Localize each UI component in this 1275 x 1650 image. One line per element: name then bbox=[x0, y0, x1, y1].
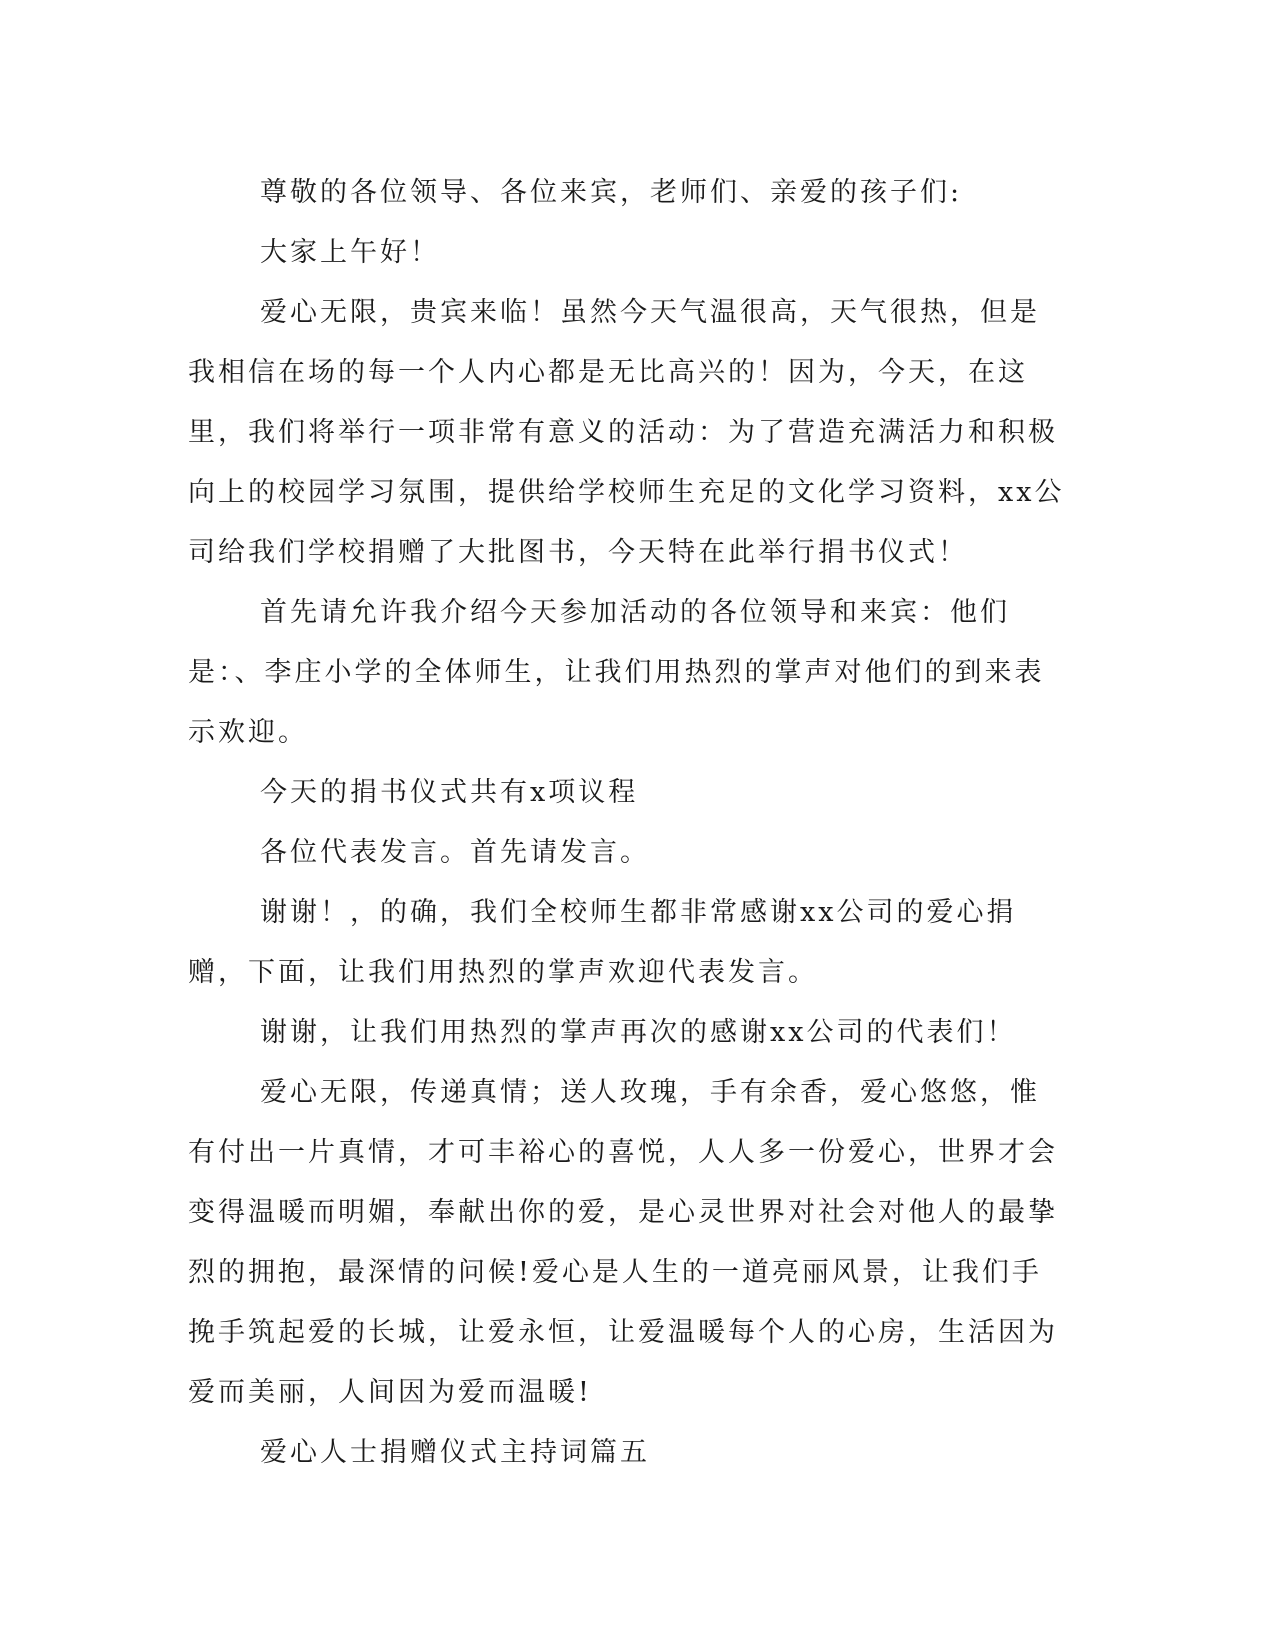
paragraph-thanks: 谢谢！，的确，我们全校师生都非常感谢xx公司的爱心捐赠，下面，让我们用热烈的掌声欢迎代表发言。 bbox=[188, 897, 1017, 988]
paragraph-closing: 爱心无限，传递真情；送人玫瑰，手有余香，爱心悠悠，惟有付出一片真情，才可丰裕心的喜悦，人人多一份爱心，世界才会变得温暖而明媚，奉献出你的爱，是心灵世界对社会对他人的最挚烈的拥抱，最深情的问候!爱心是人生的一道亮丽风景，让我们手挽手筑起爱的长城，让爱永恒，让爱温暖每个人的心房，生活因为爱而美丽，人间因为爱而温暖! bbox=[188, 1077, 1058, 1408]
greeting: 大家上午好！ bbox=[260, 237, 440, 268]
paragraph-thanks-again: 谢谢，让我们用热烈的掌声再次的感谢xx公司的代表们！ bbox=[260, 1017, 1017, 1048]
document-body bbox=[188, 163, 1068, 1483]
section-heading: 爱心人士捐赠仪式主持词篇五 bbox=[260, 1437, 650, 1468]
paragraph-speeches: 各位代表发言。首先请发言。 bbox=[260, 837, 650, 868]
paragraph-opening: 爱心无限，贵宾来临！虽然今天气温很高，天气很热，但是我相信在场的每一个人内心都是无比高兴的！因为，今天，在这里，我们将举行一项非常有意义的活动：为了营造充满活力和积极向上的校园学习氛围，提供给学校师生充足的文化学习资料，xx公司给我们学校捐赠了大批图书，今天特在此举行捐书仪式！ bbox=[188, 297, 1065, 568]
paragraph-agenda: 今天的捐书仪式共有x项议程 bbox=[260, 777, 639, 808]
paragraph-introduction: 首先请允许我介绍今天参加活动的各位领导和来宾：他们是：、李庄小学的全体师生，让我们用热烈的掌声对他们的到来表示欢迎。 bbox=[188, 597, 1045, 748]
salutation: 尊敬的各位领导、各位来宾，老师们、亲爱的孩子们: bbox=[260, 177, 963, 208]
